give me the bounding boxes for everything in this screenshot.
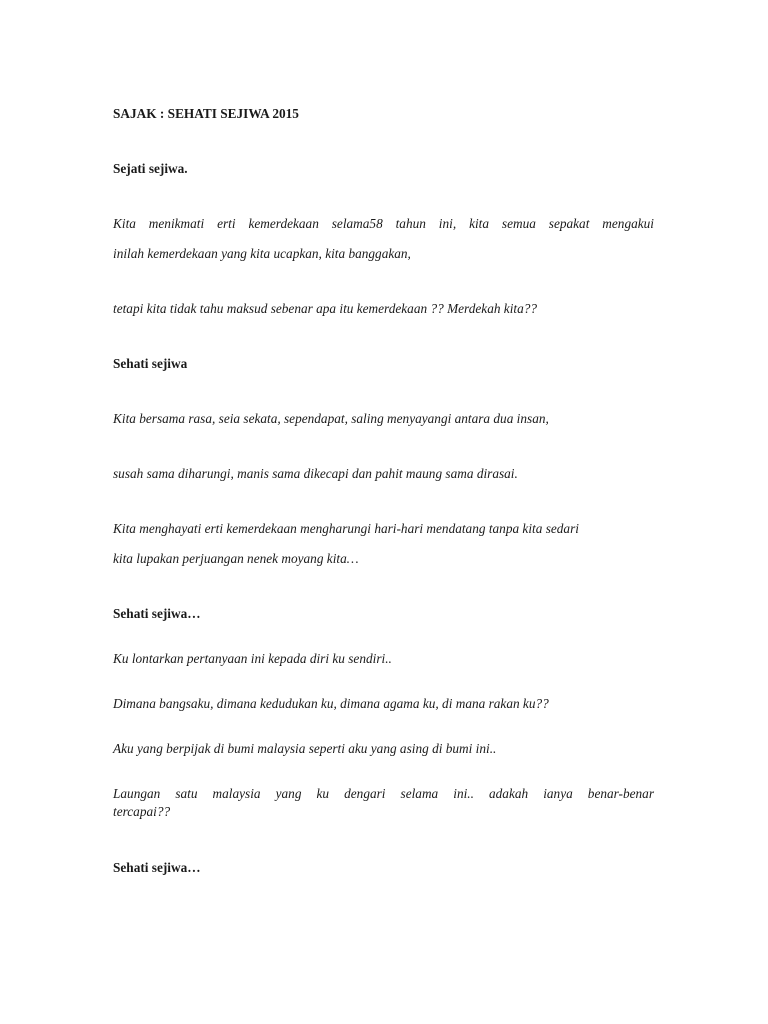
stanza-heading: Sehati sejiwa…	[113, 606, 201, 621]
verse-line: susah sama diharungi, manis sama dikecapi dan pahit maung sama dirasai.	[113, 466, 518, 481]
verse-line: inilah kemerdekaan yang kita ucapkan, kita banggakan,	[113, 246, 411, 261]
verse-line: Kita bersama rasa, seia sekata, sependapat, saling menyayangi antara dua insan,	[113, 411, 549, 426]
verse-line: Ku lontarkan pertanyaan ini kepada diri ku sendiri..	[113, 651, 392, 666]
stanza-heading: Sejati sejiwa.	[113, 161, 188, 176]
verse-line: tetapi kita tidak tahu maksud sebenar apa itu kemerdekaan ?? Merdekah kita??	[113, 301, 538, 316]
verse-line: tercapai??	[113, 804, 171, 819]
verse-line: Kita menghayati erti kemerdekaan mengharungi hari-hari mendatang tanpa kita sedari	[113, 521, 579, 536]
poem-title: SAJAK : SEHATI SEJIWA 2015	[113, 106, 299, 121]
verse-line: Dimana bangsaku, dimana kedudukan ku, dimana agama ku, di mana rakan ku??	[113, 696, 549, 711]
verse-line: kita lupakan perjuangan nenek moyang kita…	[113, 551, 359, 566]
verse-line: Kita menikmati erti kemerdekaan selama58 tahun ini, kita semua sepakat mengakui	[113, 216, 654, 231]
stanza-heading: Sehati sejiwa…	[113, 860, 201, 875]
verse-line: Aku yang berpijak di bumi malaysia seperti aku yang asing di bumi ini..	[113, 741, 497, 756]
verse-line: Laungan satu malaysia yang ku dengari selama ini.. adakah ianya benar-benar	[113, 786, 654, 801]
stanza-heading: Sehati sejiwa	[113, 356, 188, 371]
